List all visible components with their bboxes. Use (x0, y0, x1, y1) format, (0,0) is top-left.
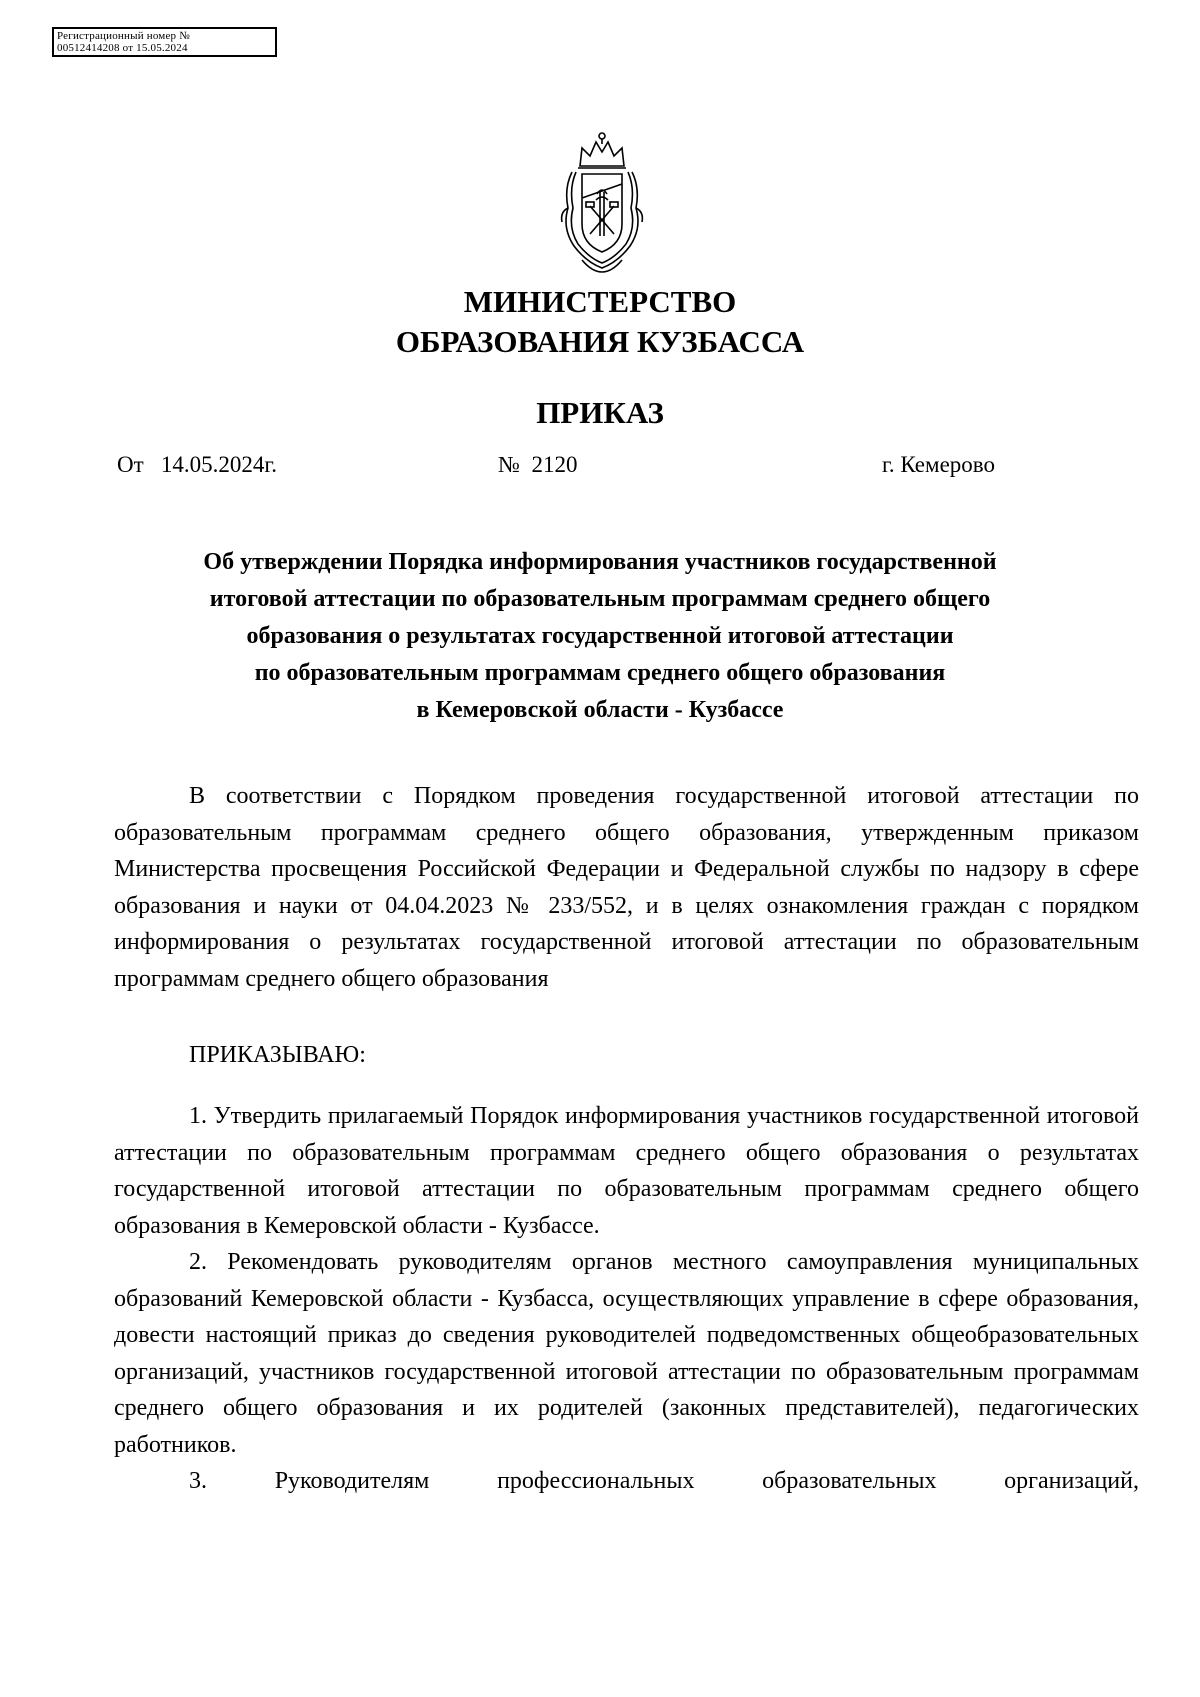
registration-stamp (52, 27, 277, 57)
intro-paragraph (114, 778, 1139, 997)
registration-line-1: Регистрационный номер № (57, 30, 190, 42)
registration-line-2: 00512414208 от 15.05.2024 (57, 42, 188, 54)
order-number: № 2120 (498, 452, 578, 477)
order-city: г. Кемерово (882, 452, 995, 477)
order-item-2: 2. Рекомендовать руководителям органов местного самоуправления муниципальных образований Кемеровской области - Кузбасса, осуществляющих управление в сфере образования, довести настоящий приказ до сведения руководителей подведомственных общеобразовательных организаций, участников государственной итоговой аттестации по образовательным программам среднего общего образования и их родителей (законных представителей), педагогических работников. (114, 1249, 1139, 1458)
subject-line-1: Об утверждении Порядка информирования участников государственной (203, 549, 997, 575)
ministry-name (0, 282, 1200, 362)
subject-line-5: в Кемеровской области - Кузбассе (416, 697, 784, 723)
ministry-line-2: ОБРАЗОВАНИЯ КУЗБАССА (395, 324, 805, 359)
order-item-3: 3. Руководителям профессиональных образовательных организаций, (189, 1468, 1139, 1494)
order-date: От 14.05.2024г. (117, 452, 278, 477)
subject-line-2: итоговой аттестации по образовательным программам среднего общего (209, 586, 991, 612)
document-type: ПРИКАЗ (536, 395, 664, 430)
order-subject (100, 544, 1100, 729)
order-item-1: 1. Утвердить прилагаемый Порядок информирования участников государственной итоговой аттестации по образовательным программам среднего общего образования о результатах государственной итоговой аттестации по образовательным программам среднего общего образования в Кемеровской области - Кузбассе. (114, 1103, 1139, 1239)
ministry-line-1: МИНИСТЕРСТВО (463, 284, 737, 319)
order-word: ПРИКАЗЫВАЮ: (189, 1042, 366, 1068)
order-items (114, 1098, 1139, 1500)
subject-line-3: образования о результатах государственной итоговой аттестации (246, 623, 954, 649)
subject-line-4: по образовательным программам среднего общего образования (254, 660, 946, 686)
intro-text: В соответствии с Порядком проведения государственной итоговой аттестации по образовательным программам среднего общего образования, утвержденным приказом Министерства просвещения Российской Федерации и Федеральной службы по надзору в сфере образования и науки от 04.04.2023 № 233/552, и в целях ознакомления граждан с порядком информирования о результатах государственной итоговой аттестации по образовательным программам среднего общего образования (114, 783, 1139, 992)
kuzbass-coat-of-arms-icon (552, 128, 652, 274)
